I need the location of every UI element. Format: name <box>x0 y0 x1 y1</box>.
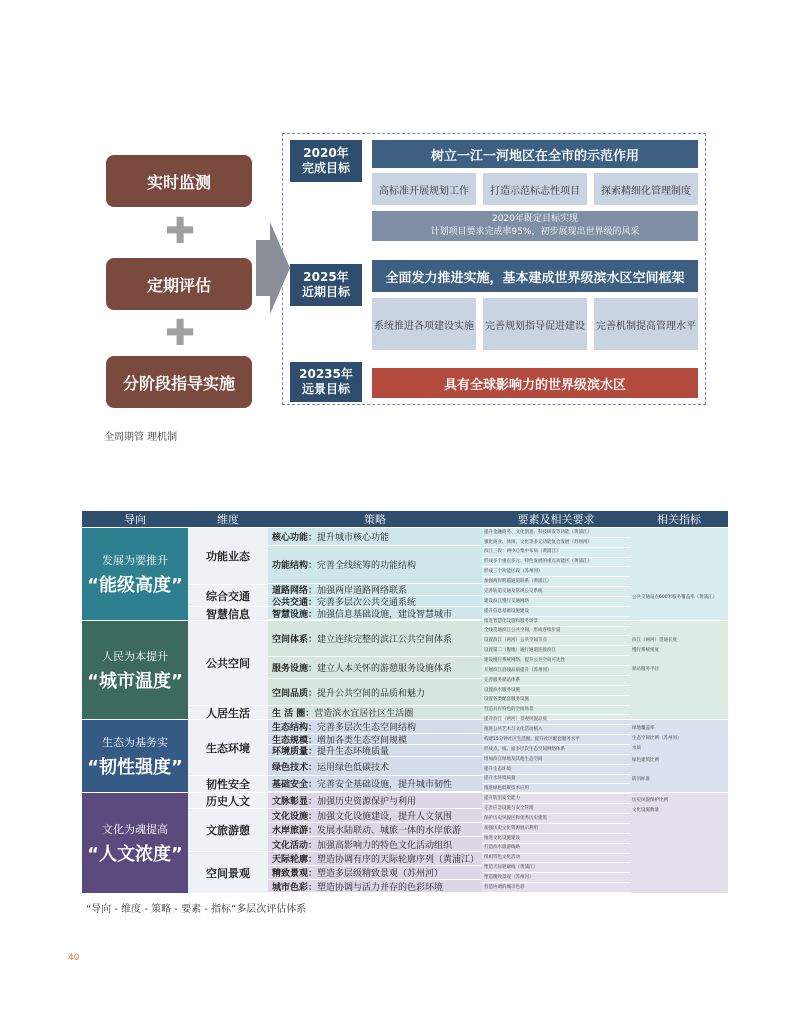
strategy-key: 公共交通： <box>272 597 318 607</box>
goal-2020-sub: 打造示范标志性项目 <box>483 173 587 205</box>
goal-2025-sub: 完善规划指导促进建设 <box>483 298 587 350</box>
strategy-row <box>268 823 482 837</box>
indicator-row: 文化设施数量 <box>632 807 659 813</box>
strategy-value: 完善多层次公共交通系统 <box>317 597 417 607</box>
note-line: 计划项目要求完成率95%，初步展现出世界级的风采 <box>430 227 640 237</box>
strategy-row <box>268 679 482 706</box>
goal-2035-band <box>372 368 698 398</box>
strategy-value: 提升生态环境质量 <box>317 747 390 757</box>
strategy-value: 提升公共空间的品质和魅力 <box>317 688 426 699</box>
requirement-row: 全线贯通滨江公共空间，形成连续步道 <box>482 627 630 637</box>
header-orientation: 导向 <box>82 511 188 527</box>
orientation-warmth <box>82 621 188 719</box>
realtime-monitoring-box <box>106 155 252 207</box>
strategy-key: 绿色技术： <box>272 762 318 773</box>
dimension-cell: 空间景观 <box>188 852 268 893</box>
requirement-row: 营造协调的城市色彩 <box>482 883 630 893</box>
strategy-key: 精致景观： <box>272 869 318 879</box>
requirement-row: 设置第二（腹地）通行通道连接滨江 <box>482 646 630 656</box>
goal-2020-sub: 高标准开展规划工作 <box>372 173 476 205</box>
dimension-cell: 公共空间 <box>188 621 268 705</box>
strategy-row <box>268 837 482 852</box>
strategy-key: 空间品质： <box>272 688 318 699</box>
indicator-row: 防汛标准 <box>632 776 650 782</box>
indicator-row: 公共交通站点600米服务覆盖率（黄浦江） <box>632 594 718 600</box>
indicator-row: 慢行系统密度 <box>632 647 659 653</box>
strategy-row <box>268 621 482 657</box>
strategy-row <box>268 584 482 596</box>
strategy-value: 加强文化设施建设，提升人文氛围 <box>317 812 453 822</box>
strategy-key: 城市色彩： <box>272 882 318 893</box>
strategy-row <box>268 809 482 823</box>
strategy-value: 发展水陆联动、城旅一体的水岸旅游 <box>317 826 462 836</box>
strategy-value: 提升城市核心功能 <box>317 533 390 543</box>
strategy-value: 运用绿色低碳技术 <box>317 762 390 773</box>
requirement-row: 推进智慧化设施和服务场景 <box>482 617 630 627</box>
strategy-key: 智慧设施： <box>272 609 318 620</box>
box-label: 定期评估 <box>146 275 211 295</box>
table-caption: “导向 - 维度 - 策略 - 要素 - 指标”多层次评估体系 <box>86 904 307 915</box>
indicator-row: 驿站服务半径 <box>632 666 659 672</box>
strategy-row <box>268 745 482 757</box>
goal-2025-label: 2025年 近期目标 <box>290 264 362 306</box>
dimension-cell: 历史人文 <box>188 793 268 808</box>
orientation-resilience <box>82 720 188 792</box>
goal-2025-sub: 系统推进各项建设实施 <box>372 298 476 350</box>
strategy-value: 完善多层次生态空间结构 <box>317 723 417 733</box>
strategy-key: 基础安全： <box>272 780 318 790</box>
strategy-key: 生 活 圈： <box>272 709 315 719</box>
note-line: 2020年既定目标实现 <box>492 214 578 225</box>
strategy-value: 塑造协调有序的天际轮廓序列（黄浦江） <box>317 855 480 865</box>
strategy-row <box>268 657 482 679</box>
requirement-row: 提升信息基础设施建设 <box>482 607 630 617</box>
strategy-key: 功能结构： <box>272 561 318 571</box>
orientation-small: 文化为魂提高 <box>102 822 168 836</box>
requirement-row: 建设慢行系统网络，提升公共空间可达性 <box>482 656 630 666</box>
requirement-row: 建设滨江慢行交通网络 <box>482 597 630 607</box>
goal-2035-label: 20235年 远景目标 <box>290 362 362 402</box>
strategy-key: 文化设施： <box>272 812 318 822</box>
dimension-cell: 文旅游憩 <box>188 809 268 851</box>
requirement-row: 组织特色文化活动 <box>482 854 630 864</box>
indicator-row: 生态空间比例（苏州河） <box>632 735 682 741</box>
indicator-row: 绿地覆盖率 <box>632 725 655 731</box>
goal-2020-band <box>372 140 698 168</box>
header-indicators: 相关指标 <box>630 511 728 527</box>
phased-guidance-box <box>106 356 252 408</box>
ind-bg-1 <box>630 528 728 620</box>
strategy-value: 塑造多层级精致景观（苏州河） <box>317 869 444 879</box>
dimension-cell: 智慧信息 <box>188 607 268 620</box>
strategy-row <box>268 852 482 866</box>
strategy-value: 建立连续完整的滨江公共空间体系 <box>317 635 453 645</box>
dimension-cell: 人居生活 <box>188 706 268 719</box>
strategy-row <box>268 757 482 776</box>
strategy-key: 环境质量： <box>272 747 318 757</box>
page-number: 40 <box>68 953 80 963</box>
dimension-cell: 综合交通 <box>188 585 268 606</box>
strategy-value: 塑造协调与活力并存的色彩环境 <box>317 882 444 893</box>
dimension-cell: 生态环境 <box>188 720 268 775</box>
dimension-cell: 功能业态 <box>188 528 268 584</box>
requirement-row: 设置滨江（两河）公共空间节点 <box>482 637 630 647</box>
strategy-value: 完善安全基础设施，提升城市韧性 <box>317 780 453 790</box>
strategy-row <box>268 776 482 792</box>
strategy-key: 生态规模： <box>272 735 318 745</box>
strategy-row <box>268 596 482 607</box>
strategy-key: 核心功能： <box>272 533 318 543</box>
requirement-row: 提升金融商务、文化创意、科技研发等功能（黄浦江） <box>482 528 630 538</box>
requirement-row: 提升水环境质量 <box>482 775 630 785</box>
orientation-culture <box>82 793 188 893</box>
band-text: 树立一江一河地区在全市的示范作用 <box>430 148 639 164</box>
band-text: 具有全球影响力的世界级滨水区 <box>443 377 626 393</box>
requirement-row: 开展滨江沿线品质提升（苏州河） <box>482 666 630 676</box>
requirement-row: 打造滨水旅游线路 <box>482 844 630 854</box>
strategy-row <box>268 706 482 720</box>
requirement-row: 推进文化设施建设 <box>482 834 630 844</box>
requirement-row: 推进绿色低碳技术应用 <box>482 785 630 795</box>
requirement-row: 增加滨江绿地及其他生态空间 <box>482 755 630 765</box>
requirement-row: 形成三个功能区段（苏州河） <box>482 568 630 578</box>
requirement-row: 设置滨水服务设施 <box>482 686 630 696</box>
goal-2025-sub: 完善机制提高管理水平 <box>594 298 698 350</box>
goal-2020-sub: 探索精细化管理制度 <box>594 173 698 205</box>
box-label: 分阶段指导实施 <box>122 373 235 393</box>
strategy-key: 空间体系： <box>272 635 318 645</box>
requirement-row: 保护历史风貌区和优秀历史建筑 <box>482 814 630 824</box>
strategy-row <box>268 546 482 584</box>
strategy-row <box>268 607 482 620</box>
orientation-small: 人民为本提升 <box>102 649 168 663</box>
orientation-big: “城市温度” <box>87 670 183 692</box>
requirement-row: 塑造天际轮廓线（黄浦江） <box>482 863 630 873</box>
requirement-row: 强化商业、休闲、文化等多元功能复合发展（苏州河） <box>482 538 630 548</box>
orientation-big: “韧性强度” <box>87 756 183 778</box>
plus-icon: ✚ <box>165 313 196 354</box>
orientation-big: “人文浓度” <box>87 843 183 865</box>
periodic-evaluation-box <box>106 258 252 310</box>
requirement-row: 加强两岸跨越通道联系（黄浦江） <box>482 577 630 587</box>
requirement-row: 设置各类配套服务设施 <box>482 696 630 706</box>
strategy-value: 加强信息基础设施，建设智慧城市 <box>317 609 453 620</box>
requirement-row: 形成点、线、面多层次生态空间网络体系 <box>482 745 630 755</box>
strategy-row <box>268 866 482 880</box>
strategy-key: 天际轮廓： <box>272 855 318 865</box>
requirement-row: 提升滨江（两河）景观风貌品质 <box>482 715 630 725</box>
strategy-row <box>268 720 482 734</box>
goal-2020-note <box>372 211 698 241</box>
plus-icon: ✚ <box>165 211 196 252</box>
requirement-row: 形成多个重点多元、特色发展的重点功能区（黄浦江） <box>482 558 630 568</box>
goal-2020-label: 2020年 完成目标 <box>290 140 362 182</box>
requirement-row: 完善应急设施与安全管理 <box>482 804 630 814</box>
requirement-row: 提升生态环境 <box>482 765 630 775</box>
header-strategy: 策略 <box>268 511 482 527</box>
strategy-key: 服务设施： <box>272 664 318 674</box>
strategy-row <box>268 734 482 745</box>
requirement-row: 营造具有特色的空间场景 <box>482 706 630 716</box>
strategy-value: 完善全线统筹的功能结构 <box>317 561 417 571</box>
goal-2025-band <box>372 260 698 292</box>
strategy-key: 文化活动： <box>272 840 318 851</box>
strategy-row <box>268 793 482 809</box>
requirement-row: 完善服务驿站体系 <box>482 676 630 686</box>
orientation-small: 发展为要推升 <box>102 553 168 567</box>
strategy-value: 建立人本关怀的游憩服务设施体系 <box>317 664 453 674</box>
indicator-row: 滨江（两河）贯通长度 <box>632 637 677 643</box>
strategy-value: 增加各类生态空间规模 <box>317 735 408 745</box>
strategy-key: 道路网络： <box>272 586 318 596</box>
header-requirements: 要素及相关要求 <box>482 511 630 527</box>
requirement-row: 滨江三段：两中心集中布局（黄浦江） <box>482 548 630 558</box>
requirement-row: 提升防汛安全能力 <box>482 794 630 804</box>
orientation-small: 生态为基务实 <box>102 735 168 749</box>
strategy-key: 文脉彰显： <box>272 797 318 807</box>
box-label: 实时监测 <box>146 172 211 192</box>
strategy-row <box>268 528 482 546</box>
strategy-key: 生态结构： <box>272 723 318 733</box>
strategy-row <box>268 880 482 893</box>
requirement-row: 推进公共艺术与文化活动植入 <box>482 725 630 735</box>
strategy-key: 水岸旅游： <box>272 826 318 836</box>
indicator-row: 历史风貌保护比例 <box>632 797 668 803</box>
header-dimension: 维度 <box>188 511 268 527</box>
band-text: 全面发力推进实施，基本建成世界级滨水区空间框架 <box>385 270 685 286</box>
requirement-row: 加强历史文化资源展示利用 <box>482 824 630 834</box>
strategy-value: 加强两岸道路网络联系 <box>317 586 408 596</box>
requirement-row: 塑造精致景观（苏州河） <box>482 873 630 883</box>
strategy-value: 加强历史资源保护与利用 <box>317 797 417 807</box>
strategy-value: 营造滨水宜居社区生活圈 <box>314 709 414 719</box>
dimension-cell: 韧性安全 <box>188 776 268 792</box>
requirement-row: 完善轨道交通及常规公交系统 <box>482 587 630 597</box>
requirement-row: 构建15分钟社区生活圈，提升社区配套服务水平 <box>482 735 630 745</box>
diagram-caption: 全周期管 理机制 <box>104 432 178 443</box>
strategy-value: 加强高影响力的特色文化活动组织 <box>317 840 453 851</box>
orientation-capacity <box>82 528 188 620</box>
orientation-big: “能级高度” <box>87 574 183 596</box>
indicator-row: 绿色建筑比例 <box>632 757 659 763</box>
indicator-row: 水质 <box>632 745 641 751</box>
